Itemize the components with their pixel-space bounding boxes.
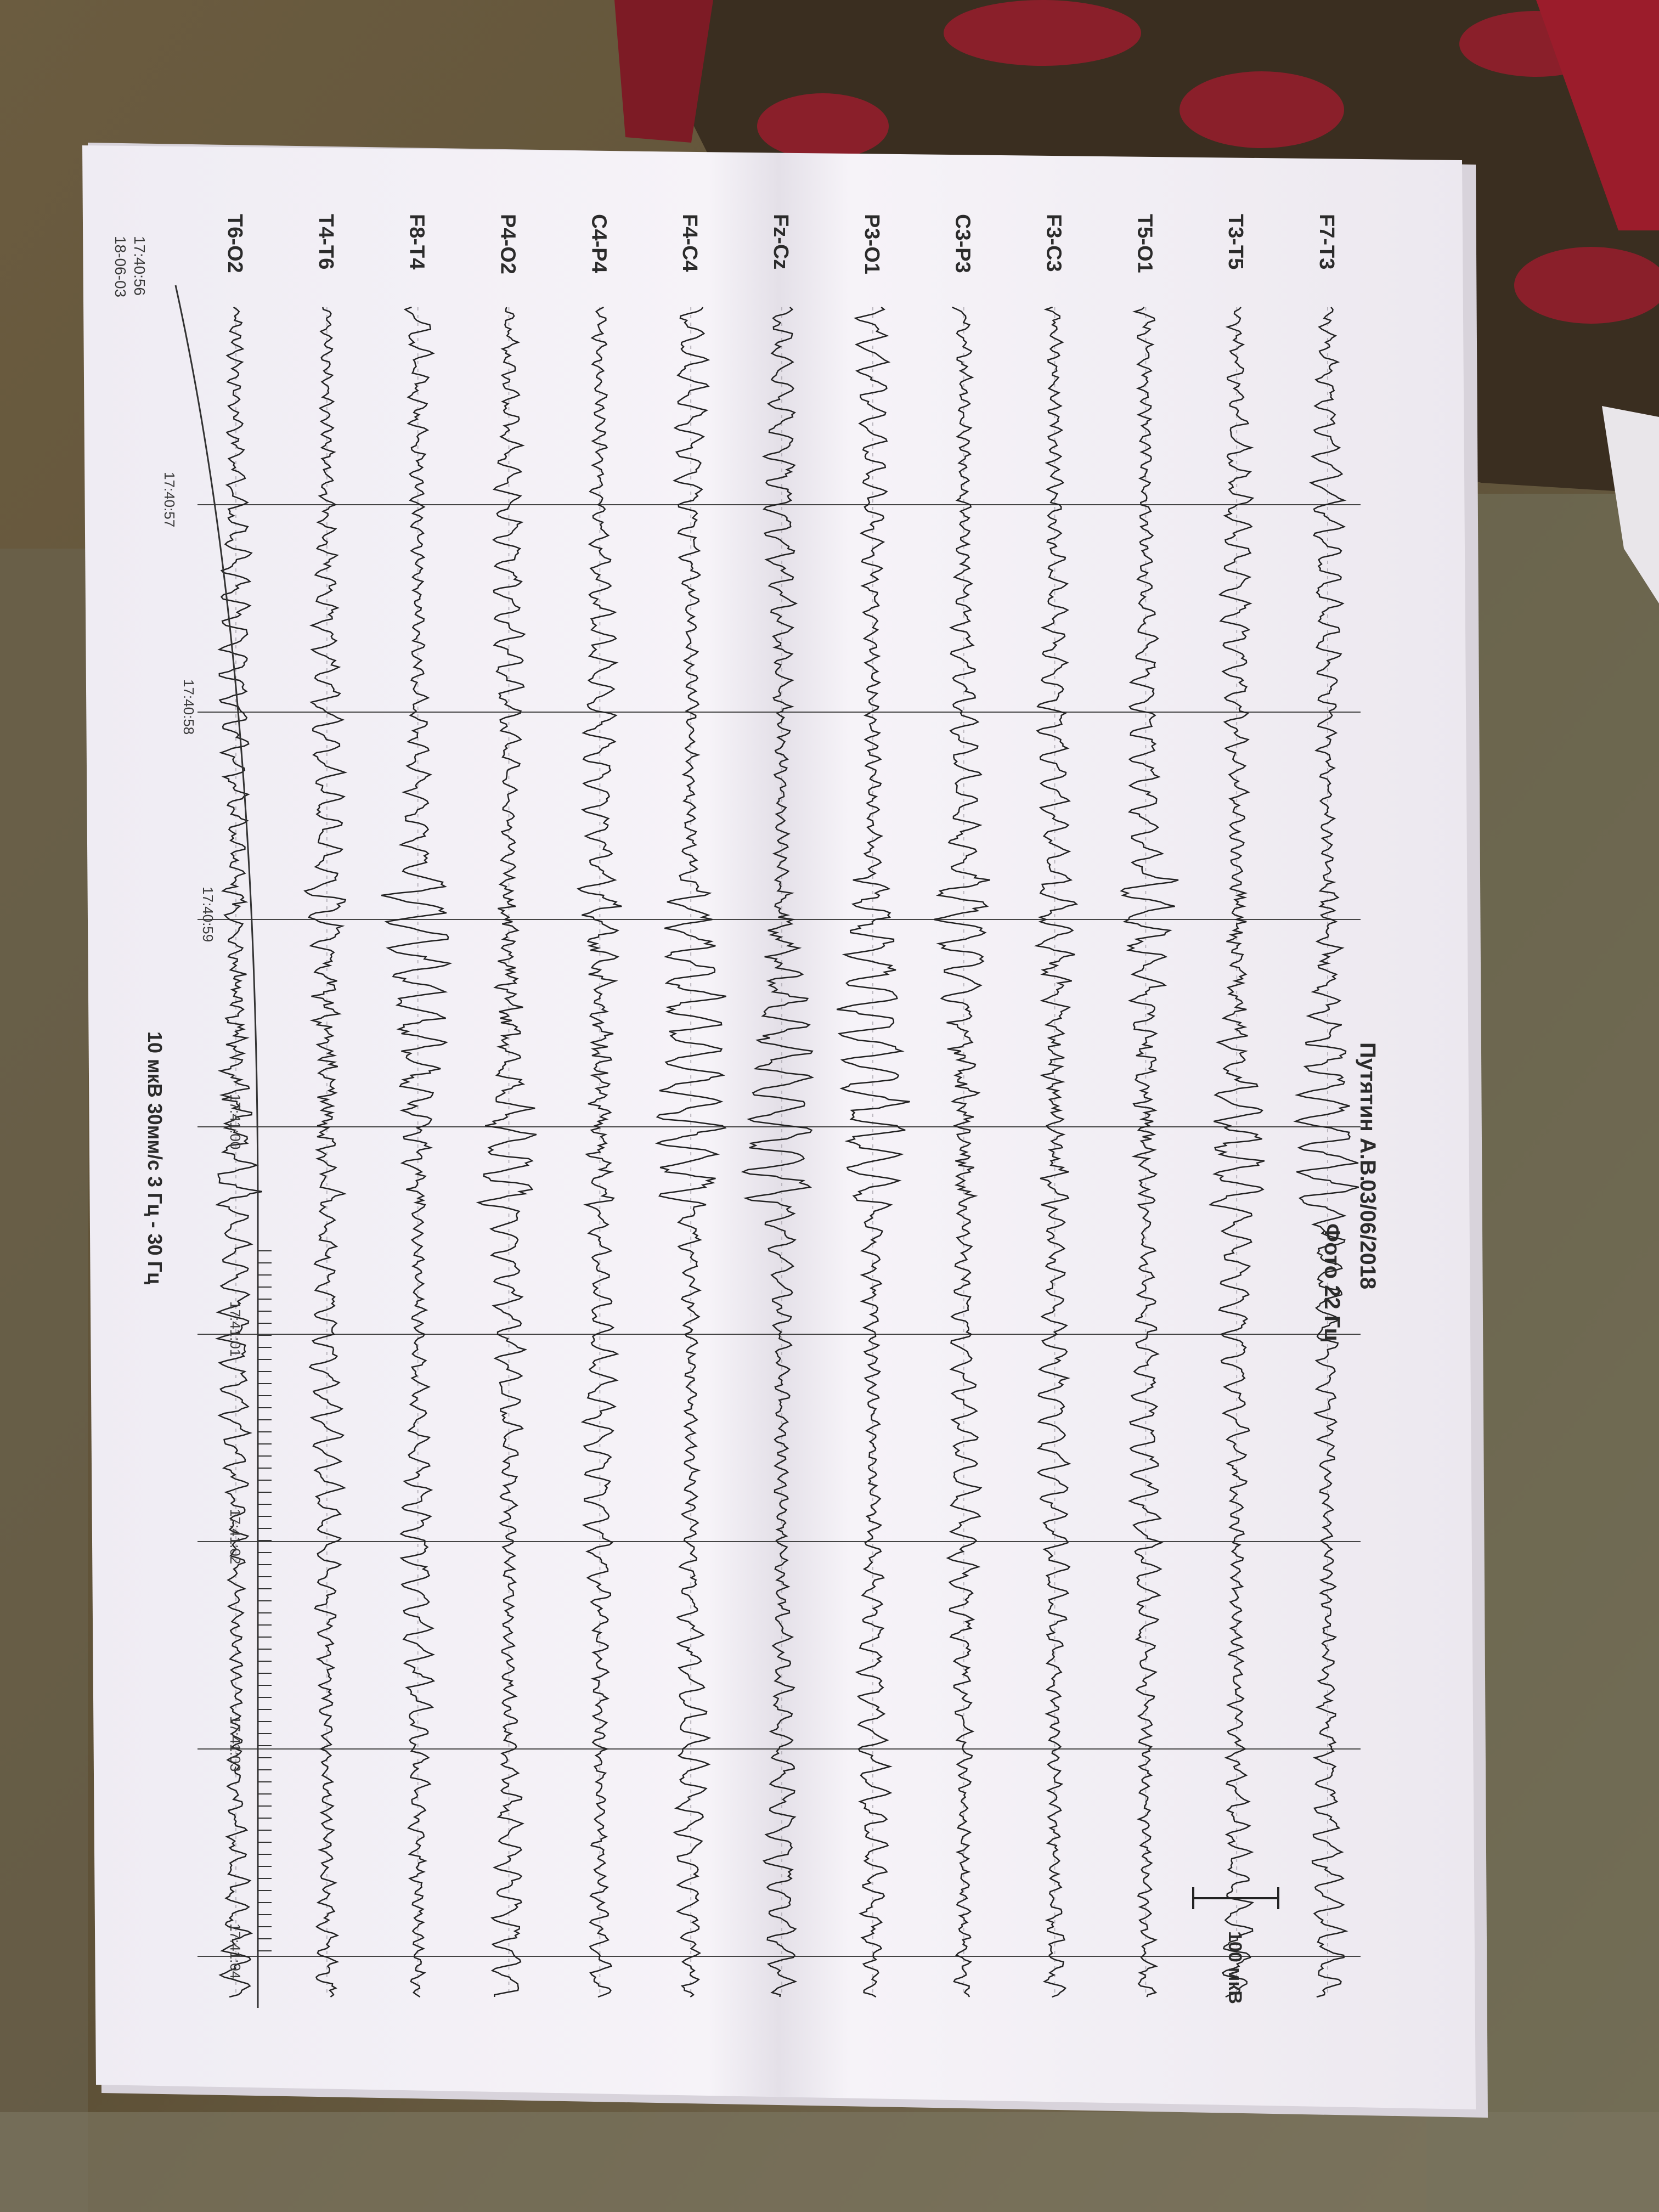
- channel-label: T3-T5: [1224, 214, 1248, 270]
- channel-label: F3-C3: [1042, 214, 1065, 272]
- calibration-label: 100 мкВ: [1224, 1931, 1245, 2004]
- start-date: 18-06-03: [112, 236, 129, 298]
- channel-label: Fz-Cz: [769, 214, 792, 270]
- patient-name: Путятин А.В.: [1356, 1042, 1380, 1182]
- channel-label: T6-O2: [223, 214, 246, 273]
- start-time: 17:40:56: [131, 236, 148, 296]
- record-date: 03/06/2018: [1356, 1180, 1380, 1290]
- time-tick-label: 17:41:03: [227, 1716, 244, 1772]
- time-tick-label: 17:40:57: [161, 472, 178, 528]
- recording-settings: 10 мкВ 30мм/с 3 Гц - 30 Гц: [144, 1031, 166, 1285]
- channel-label: C4-P4: [587, 214, 611, 273]
- eeg-paper: [82, 143, 1488, 2118]
- time-tick-label: 17:41:00: [227, 1094, 244, 1150]
- channel-label: F4-C4: [678, 214, 702, 272]
- time-tick-label: 17:40:58: [180, 679, 197, 735]
- stimulus-label: Фото 22 Гц: [1320, 1223, 1344, 1342]
- channel-label: P4-O2: [496, 214, 520, 274]
- time-tick-label: 17:40:59: [200, 887, 216, 943]
- time-tick-label: 17:41:04: [227, 1923, 244, 1979]
- channel-label: F8-T4: [405, 214, 428, 270]
- channel-label: C3-P3: [951, 214, 974, 273]
- channel-label: T4-T6: [314, 214, 337, 270]
- channel-label: F7-T3: [1315, 214, 1338, 270]
- time-tick-label: 17:41:01: [227, 1301, 244, 1357]
- channel-label: T5-O1: [1133, 214, 1156, 273]
- channel-label: P3-O1: [860, 214, 883, 274]
- time-tick-label: 17:41:02: [227, 1509, 244, 1565]
